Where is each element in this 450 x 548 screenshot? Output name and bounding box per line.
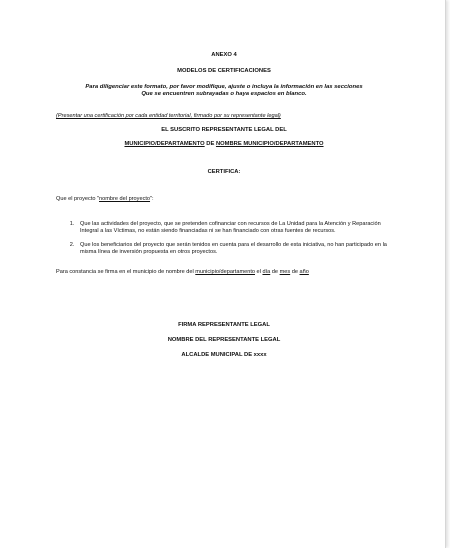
instructions-line-1: Para diligenciar este formato, por favor modifique, ajuste o incluya la información en las secciones <box>85 84 363 90</box>
closing-statement <box>56 269 392 276</box>
annex-title: ANEXO 4 <box>211 52 237 58</box>
list-item: 2. Que los beneficiarios del proyecto que serán tenidos en cuenta para el desarrollo de esta iniciativa, no han participado en la misma línea de inversión propuesta en otros proyectos. <box>76 242 392 256</box>
signature-line-2: NOMBRE DEL REPRESENTANTE LEGAL <box>167 337 281 343</box>
project-intro-prefix: Que el proyecto " <box>56 196 100 202</box>
closing-municipality-placeholder: municipio/departamento <box>195 269 255 275</box>
subscriber-heading: EL SUSCRITO REPRESENTANTE LEGAL DEL <box>161 127 287 133</box>
list-item: 1. Que las actividades del proyecto, que se pretenden cofinanciar con recursos de La Unidad para la Atención y Reparación Integral a las Víctimas, no están siendo financiadas ni se han financiado con otras fuentes de recursos. <box>76 221 392 235</box>
certifies-heading: CERTIFICA: <box>207 169 241 175</box>
signature-line-1: FIRMA REPRESENTANTE LEGAL <box>178 322 270 328</box>
closing-month-placeholder: mes <box>279 269 291 275</box>
closing-text: de <box>270 269 280 275</box>
closing-year-placeholder: año <box>299 269 309 275</box>
closing-day-placeholder: día <box>262 269 271 275</box>
signature-line-3: ALCALDE MUNICIPAL DE xxxx <box>181 352 267 358</box>
instructions-line-2: Que se encuentren subrayadas o haya espacios en blanco. <box>141 91 307 97</box>
document-content <box>56 52 392 359</box>
closing-text: Para constancia se firma en el municipio de nombre del <box>56 269 196 275</box>
municipality-type-placeholder: MUNICIPIO/DEPARTAMENTO <box>124 141 205 147</box>
project-intro-suffix: ": <box>150 196 154 202</box>
municipality-name-placeholder: NOMBRE MUNICIPIO/DEPARTAMENTO <box>215 141 324 147</box>
municipality-connector: DE <box>204 141 216 147</box>
project-name-placeholder: nombre del proyecto <box>99 196 151 202</box>
municipality-line <box>56 141 392 148</box>
closing-text: el <box>255 269 263 275</box>
closing-text: de <box>290 269 300 275</box>
section-title: MODELOS DE CERTIFICACIONES <box>177 68 271 74</box>
presentation-note: (Presentar una certificación por cada entidad territorial, firmado por su representante legal) <box>56 113 281 119</box>
certification-list <box>56 221 392 256</box>
project-intro <box>56 196 392 203</box>
